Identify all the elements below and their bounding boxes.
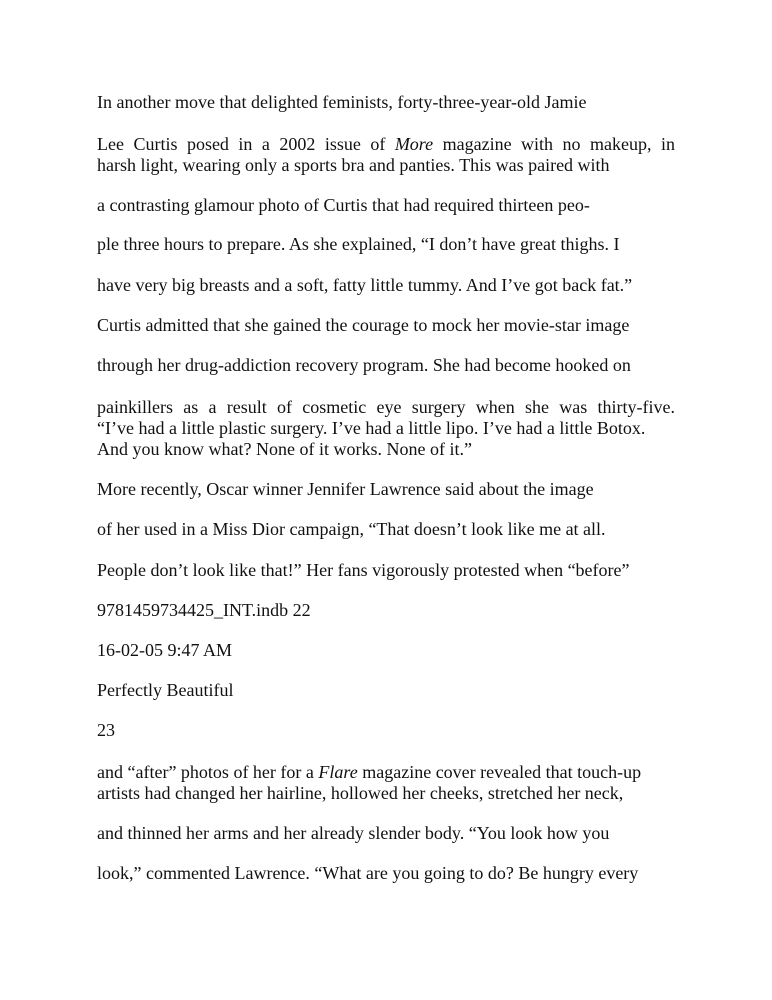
- text-run: Lee Curtis posed in a 2002 issue of: [97, 134, 395, 154]
- italic-magazine-title: More: [394, 134, 434, 154]
- text-line-9: painkillers as a result of cosmetic eye surgery when she was thirty-five.: [97, 397, 675, 417]
- text-line-8: through her drug-addiction recovery program. She had become hooked on: [97, 355, 631, 375]
- text-line-16: artists had changed her hairline, hollowed her cheeks, stretched her neck,: [97, 783, 624, 803]
- text-line-17: and thinned her arms and her already slender body. “You look how you: [97, 823, 610, 843]
- print-slug-file: 9781459734425_INT.indb 22: [97, 600, 311, 620]
- text-line-11: And you know what? None of it works. None of it.”: [97, 439, 472, 459]
- italic-magazine-title: Flare: [318, 762, 358, 782]
- text-line-10: “I’ve had a little plastic surgery. I’ve had a little lipo. I’ve had a little Botox.: [97, 418, 646, 438]
- text-line-18: look,” commented Lawrence. “What are you going to do? Be hungry every: [97, 863, 639, 883]
- text-run: and “after” photos of her for a: [97, 762, 319, 782]
- text-line-4: a contrasting glamour photo of Curtis that had required thirteen peo-: [97, 195, 590, 215]
- text-line-5: ple three hours to prepare. As she explained, “I don’t have great thighs. I: [97, 234, 620, 254]
- text-line-6: have very big breasts and a soft, fatty little tummy. And I’ve got back fat.”: [97, 275, 633, 295]
- text-line-15: [97, 762, 641, 782]
- text-line-1: In another move that delighted feminists, forty-three-year-old Jamie: [97, 92, 587, 112]
- text-line-7: Curtis admitted that she gained the courage to mock her movie-star image: [97, 315, 630, 335]
- text-line-2: [97, 134, 675, 154]
- running-header: Perfectly Beautiful: [97, 680, 234, 700]
- page-number: 23: [97, 720, 115, 740]
- text-run: magazine cover revealed that touch-up: [357, 762, 642, 782]
- text-line-13: of her used in a Miss Dior campaign, “That doesn’t look like me at all.: [97, 519, 606, 539]
- text-run: magazine with no makeup, in: [433, 134, 675, 154]
- print-slug-date: 16-02-05 9:47 AM: [97, 640, 232, 660]
- text-line-14: People don’t look like that!” Her fans vigorously protested when “before”: [97, 560, 630, 580]
- text-line-3: harsh light, wearing only a sports bra and panties. This was paired with: [97, 155, 610, 175]
- text-line-12: More recently, Oscar winner Jennifer Lawrence said about the image: [97, 479, 594, 499]
